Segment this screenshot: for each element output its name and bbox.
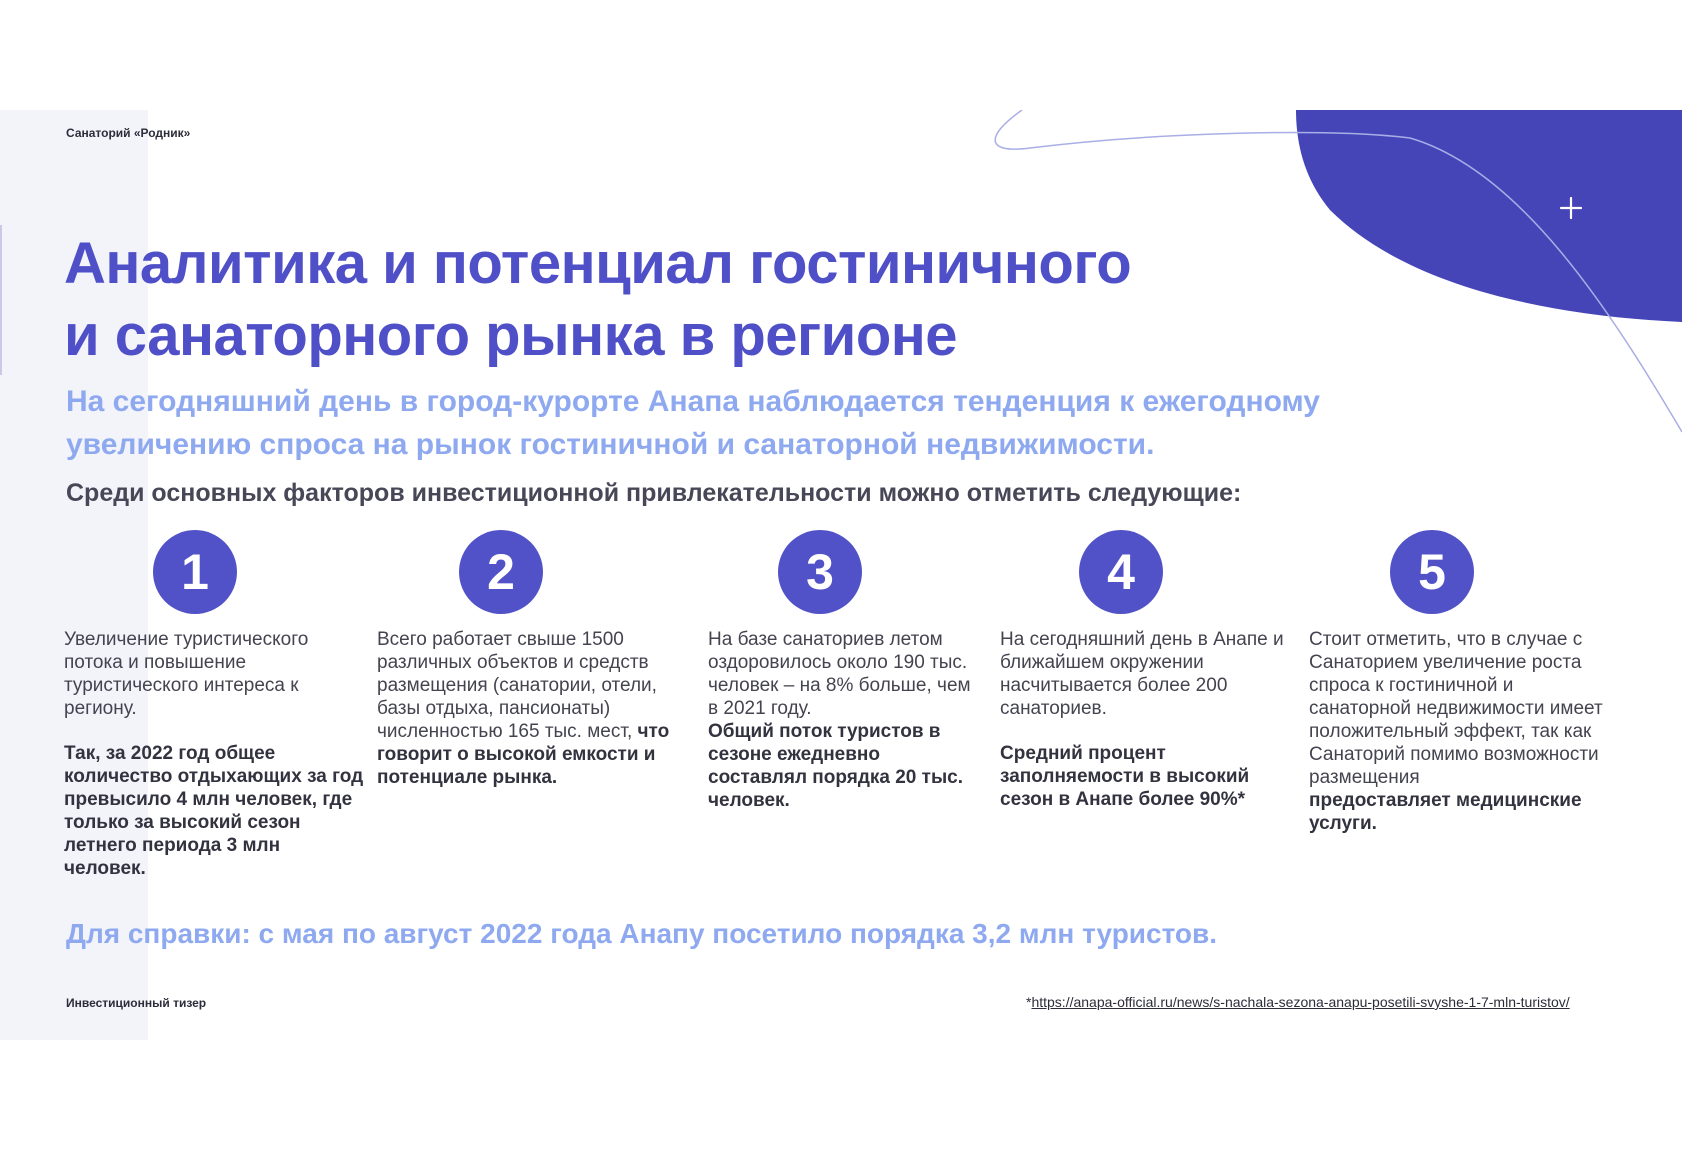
factor-text-3 bbox=[708, 628, 978, 812]
footer-label: Инвестиционный тизер bbox=[66, 996, 207, 1010]
factor-number-4: 4 bbox=[1079, 530, 1163, 614]
factor-number-5: 5 bbox=[1390, 530, 1474, 614]
sparkle-icon bbox=[1561, 198, 1581, 218]
factor-2-bold-text: что говорит о высокой емкости и потенциале рынка. bbox=[377, 721, 670, 788]
source-reference bbox=[1026, 994, 1570, 1010]
factor-4-bold-paragraph: Средний процент заполняемости в высокий сезон в Анапе более 90%* bbox=[1000, 743, 1250, 810]
factor-4-paragraph: На сегодняшний день в Анапе и ближайшем окружении насчитывается более 200 санаториев. bbox=[1000, 629, 1284, 719]
factor-text-2 bbox=[377, 628, 687, 789]
decor-corner-shape bbox=[1296, 110, 1682, 322]
factor-number-3: 3 bbox=[778, 530, 862, 614]
factor-5-paragraph: Стоит отметить, что в случае с Санаторием увеличение роста спроса к гостиничной и санаторной недвижимости имеет положительный эффект, так как Санаторий помимо возможности размещения bbox=[1309, 629, 1603, 788]
source-link[interactable]: https://anapa-official.ru/news/s-nachala-sezona-anapu-posetili-svyshe-1-7-mln-turistov/ bbox=[1031, 994, 1570, 1010]
title-line-1: Аналитика и потенциал гостиничного bbox=[64, 231, 1132, 296]
left-edge-line bbox=[0, 225, 2, 375]
factor-number-2: 2 bbox=[459, 530, 543, 614]
source-asterisk: * bbox=[1026, 994, 1032, 1010]
factor-1-bold-paragraph: Так, за 2022 год общее количество отдыхающих за год превысило 4 млн человек, где только за высокий сезон летнего периода 3 млн человек. bbox=[64, 743, 364, 879]
brand-label: Санаторий «Родник» bbox=[66, 126, 191, 140]
factor-2-regular-text: Всего работает свыше 1500 различных объектов и средств размещения (санатории, отели, базы отдыха, пансионаты) численностью 165 тыс. мест, bbox=[377, 629, 657, 742]
factor-1-paragraph: Увеличение туристического потока и повышение туристического интереса к региону. bbox=[64, 629, 309, 719]
factor-text-4 bbox=[1000, 628, 1290, 811]
factors-heading: Среди основных факторов инвестиционной привлекательности можно отметить следующие: bbox=[66, 479, 1242, 507]
factor-5-bold-paragraph: предоставляет медицинские услуги. bbox=[1309, 790, 1582, 834]
factor-3-bold-paragraph: Общий поток туристов в сезоне ежедневно составлял порядка 20 тыс. человек. bbox=[708, 721, 964, 811]
slide bbox=[0, 110, 1682, 1040]
lead-text bbox=[66, 380, 1466, 466]
factor-3-paragraph: На базе санаториев летом оздоровилось около 190 тыс. человек – на 8% больше, чем в 2021 году. bbox=[708, 629, 971, 719]
title-line-2: и санаторного рынка в регионе bbox=[64, 303, 958, 368]
page-title bbox=[64, 228, 1131, 372]
lead-line-1: На сегодняшний день в город-курорте Анапа наблюдается тенденция к ежегодному bbox=[66, 385, 1320, 418]
factor-text-1 bbox=[64, 628, 364, 880]
reference-note: Для справки: с мая по август 2022 года Анапу посетило порядка 3,2 млн туристов. bbox=[66, 918, 1218, 949]
factor-text-5 bbox=[1309, 628, 1609, 835]
factor-number-1: 1 bbox=[153, 530, 237, 614]
lead-line-2: увеличению спроса на рынок гостиничной и санаторной недвижимости. bbox=[66, 428, 1155, 461]
